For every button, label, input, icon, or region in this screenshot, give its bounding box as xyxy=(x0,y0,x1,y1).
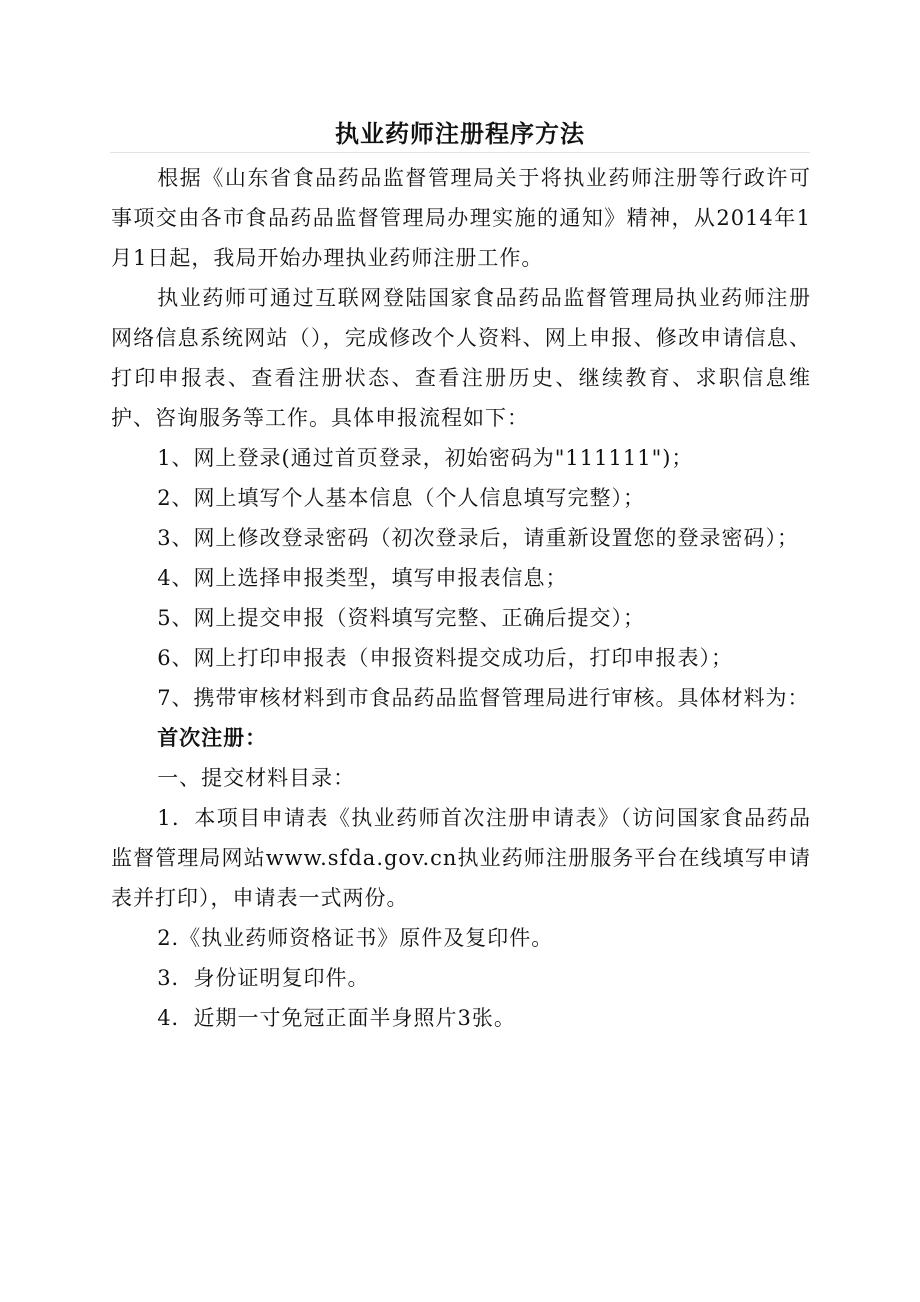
material-item: 4．近期一寸免冠正面半身照片3张。 xyxy=(157,1006,516,1030)
material-item: 2.《执业药师资格证书》原件及复印件。 xyxy=(157,926,554,950)
step-item: 7、携带审核材料到市食品药品监督管理局进行审核。具体材料为： xyxy=(157,686,810,710)
material-item: 3．身份证明复印件。 xyxy=(157,966,370,990)
document-body xyxy=(111,158,811,1038)
intro-paragraph: 根据《山东省食品药品监督管理局关于将执业药师注册等行政许可事项交由各市食品药品监督管理局办理实施的通知》精神，从2014年1月1日起，我局开始办理执业药师注册工作。 xyxy=(111,166,811,270)
step-item: 2、网上填写个人基本信息（个人信息填写完整）； xyxy=(157,486,646,510)
material-item: 1．本项目申请表《执业药师首次注册申请表》（访问国家食品药品监督管理局网站www.sfda.gov.cn执业药师注册服务平台在线填写申请表并打印），申请表一式两份。 xyxy=(111,806,811,910)
system-paragraph: 执业药师可通过互联网登陆国家食品药品监督管理局执业药师注册网络信息系统网站（），完成修改个人资料、网上申报、修改申请信息、打印申报表、查看注册状态、查看注册历史、继续教育、求职信息维护、咨询服务等工作。具体申报流程如下： xyxy=(111,286,811,430)
step-item: 3、网上修改登录密码（初次登录后，请重新设置您的登录密码）； xyxy=(157,526,800,550)
step-item: 6、网上打印申报表（申报资料提交成功后，打印申报表）； xyxy=(157,646,734,670)
section-heading: 首次注册： xyxy=(157,725,268,750)
materials-heading: 一、提交材料目录： xyxy=(157,766,356,790)
step-item: 4、网上选择申报类型，填写申报表信息； xyxy=(157,566,568,590)
step-item: 1、网上登录(通过首页登录，初始密码为"111111")； xyxy=(157,446,694,470)
document-title: 执业药师注册程序方法 xyxy=(335,119,585,148)
step-item: 5、网上提交申报（资料填写完整、正确后提交）； xyxy=(157,606,646,630)
title-divider xyxy=(110,152,810,153)
